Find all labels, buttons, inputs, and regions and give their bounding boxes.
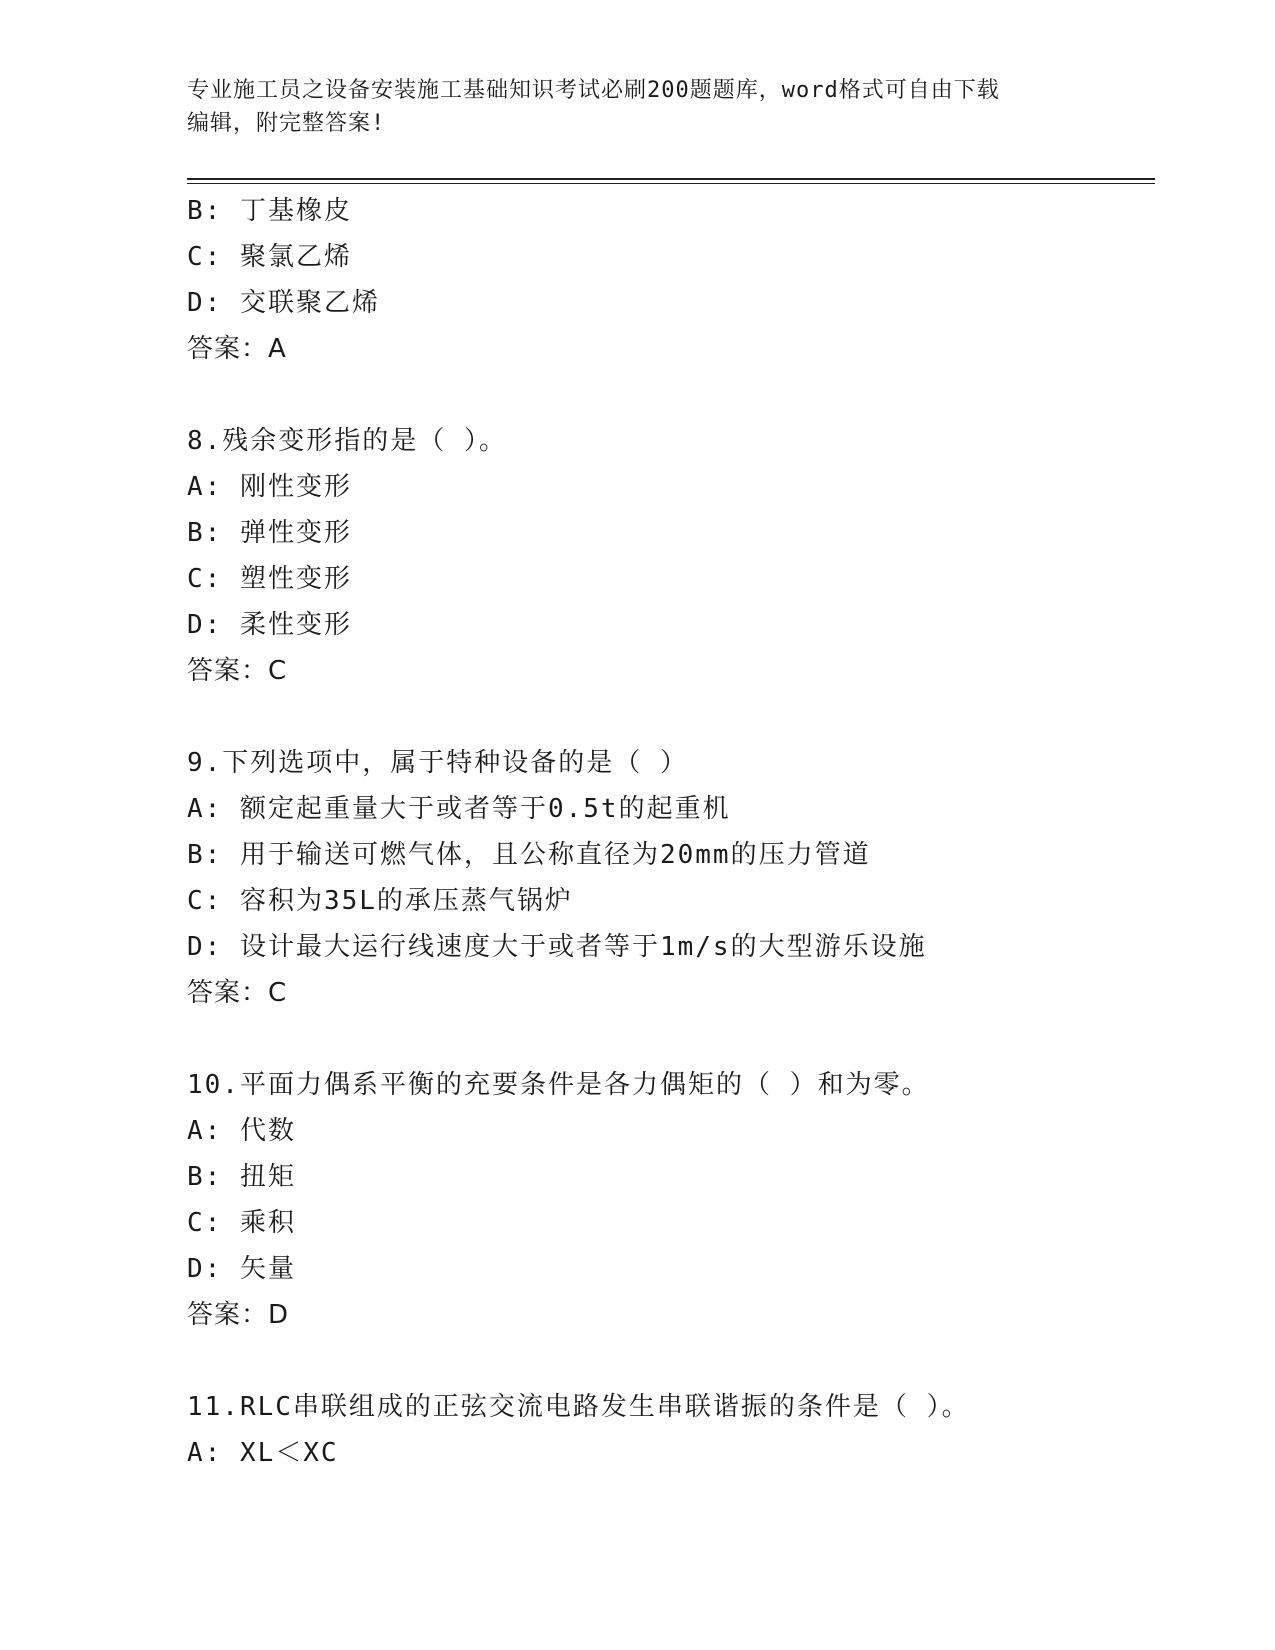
option-a: A: 代数: [187, 1116, 296, 1146]
option-b: B: 弹性变形: [187, 518, 352, 548]
document-header: [187, 74, 1087, 140]
question-list: [187, 188, 1155, 1476]
option-b: B: 扭矩: [187, 1162, 296, 1192]
question-stem: 11.RLC串联组成的正弦交流电路发生串联谐振的条件是（ ）。: [187, 1392, 970, 1422]
question-8: [187, 418, 1155, 694]
option-b: B: 用于输送可燃气体，且公称直径为20mm的压力管道: [187, 840, 871, 870]
answer-line: 答案：D: [187, 1300, 290, 1330]
option-d: D: 设计最大运行线速度大于或者等于1m/s的大型游乐设施: [187, 932, 927, 962]
option-c: C: 聚氯乙烯: [187, 242, 352, 272]
answer-line: 答案：C: [187, 978, 288, 1008]
header-title-line-2: 编辑，附完整答案!: [187, 111, 386, 136]
header-divider-thin: [187, 183, 1155, 184]
spacer: [187, 1338, 1155, 1384]
option-c: C: 容积为35L的承压蒸气锅炉: [187, 886, 573, 916]
question-stem: 8.残余变形指的是（ ）。: [187, 426, 507, 456]
question-11-partial: [187, 1384, 1155, 1476]
spacer: [187, 694, 1155, 740]
option-b: B: 丁基橡皮: [187, 196, 352, 226]
spacer: [187, 1016, 1155, 1062]
option-d: D: 交联聚乙烯: [187, 288, 380, 318]
question-9: [187, 740, 1155, 1016]
spacer: [187, 372, 1155, 418]
answer-line: 答案：A: [187, 334, 287, 364]
question-10: [187, 1062, 1155, 1338]
option-d: D: 矢量: [187, 1254, 296, 1284]
header-title-line-1: 专业施工员之设备安装施工基础知识考试必刷200题题库，word格式可自由下载: [187, 78, 1000, 103]
question-stem: 10.平面力偶系平衡的充要条件是各力偶矩的（ ）和为零。: [187, 1070, 930, 1100]
question-stem: 9.下列选项中，属于特种设备的是（ ）: [187, 748, 688, 778]
option-a: A: 额定起重量大于或者等于0.5t的起重机: [187, 794, 731, 824]
option-c: C: 乘积: [187, 1208, 296, 1238]
option-a: A: XL＜XC: [187, 1438, 339, 1468]
option-d: D: 柔性变形: [187, 610, 352, 640]
option-a: A: 刚性变形: [187, 472, 352, 502]
option-c: C: 塑性变形: [187, 564, 352, 594]
answer-line: 答案：C: [187, 656, 288, 686]
question-7-partial: [187, 188, 1155, 372]
header-divider-thick: [187, 178, 1155, 180]
